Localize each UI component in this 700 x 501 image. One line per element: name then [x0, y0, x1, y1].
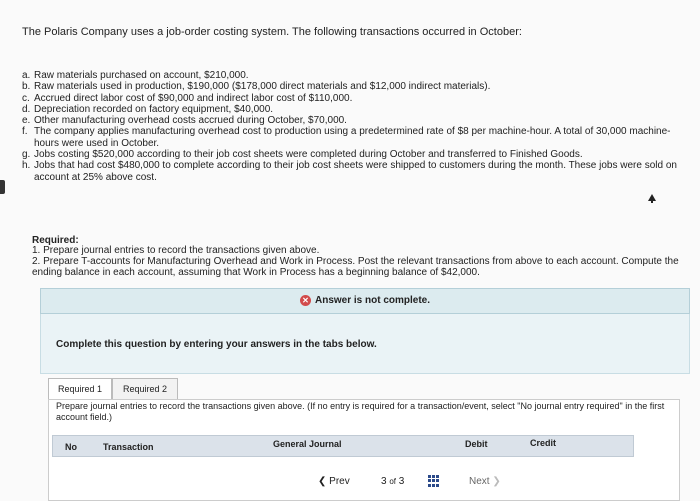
list-item [22, 126, 682, 149]
item-text: Raw materials purchased on account, $210,000. [34, 70, 249, 81]
item-marker: c. [22, 92, 30, 104]
next-button[interactable] [469, 476, 501, 487]
list-item [22, 115, 682, 126]
page-indicator [381, 476, 404, 487]
intro-text: The Polaris Company uses a job-order costing system. The following transactions occurred in October: [22, 26, 522, 38]
answer-status-text: Answer is not complete. [314, 295, 431, 306]
answer-status [41, 289, 689, 313]
col-no: No [65, 442, 77, 452]
scroll-edge-marker [0, 180, 5, 194]
list-item [22, 160, 682, 183]
list-item [22, 104, 682, 115]
page-total: 3 [398, 476, 405, 487]
item-marker: e. [22, 115, 31, 127]
page-of: of [389, 477, 397, 486]
list-item [22, 70, 682, 81]
list-item [22, 149, 682, 160]
page-current: 3 [381, 476, 387, 487]
item-marker: h. [22, 160, 31, 172]
chevron-left-icon: ❮ [318, 476, 330, 487]
journal-table-header [52, 435, 634, 457]
item-marker: f. [22, 126, 28, 138]
required-item-2: 2. Prepare T-accounts for Manufacturing Overhead and Work in Process. Post the relevant transactions from above to each account. Compute the ending balance in each account, assuming that Work in Process has a beginning balance of $42,000. [32, 256, 679, 278]
tab-required-2[interactable]: Required 2 [112, 378, 178, 400]
grid-icon[interactable] [428, 475, 440, 487]
item-text: Jobs that had cost $480,000 to complete according to their job cost sheets were shipped to customers during the month. These jobs were sold on account at 25% above cost. [34, 160, 677, 183]
prev-button[interactable] [318, 476, 350, 487]
pagination [0, 470, 700, 494]
x-circle-icon: ✕ [300, 295, 311, 306]
col-transaction: Transaction [103, 442, 154, 452]
item-text: Other manufacturing overhead costs accrued during October, $70,000. [34, 115, 347, 127]
item-text: Accrued direct labor cost of $90,000 and indirect labor cost of $110,000. [34, 92, 353, 104]
item-marker: b. [22, 81, 31, 93]
item-marker: g. [22, 149, 31, 161]
journal-instruction: Prepare journal entries to record the transactions given above. (If no entry is required for a transaction/event, select "No journal entry required" in the first account field.) [56, 401, 665, 422]
required-heading: Required: [32, 235, 79, 246]
mouse-cursor-stem [651, 200, 653, 203]
list-item [22, 81, 682, 92]
item-text: Raw materials used in production, $190,000 ($178,000 direct materials and $12,000 indirect materials). [34, 81, 491, 93]
item-text: Depreciation recorded on factory equipment, $40,000. [34, 103, 274, 115]
item-text: Jobs costing $520,000 according to their job cost sheets were completed during October and transferred to Finished Goods. [34, 149, 583, 161]
col-credit: Credit [530, 438, 557, 448]
prev-label: Prev [329, 476, 350, 487]
transaction-list [22, 70, 682, 183]
list-item [22, 93, 682, 104]
item-marker: d. [22, 103, 31, 115]
item-text: The company applies manufacturing overhead cost to production using a predetermined rate of $8 per machine-hour. A total of 30,000 machine-hours were used in October. [34, 126, 671, 149]
required-item-1: 1. Prepare journal entries to record the transactions given above. [32, 245, 320, 256]
tab-required-1[interactable]: Required 1 [48, 378, 112, 400]
next-label: Next [469, 476, 490, 487]
chevron-right-icon: ❯ [489, 476, 501, 487]
item-marker: a. [22, 70, 31, 81]
complete-instruction: Complete this question by entering your answers in the tabs below. [56, 339, 377, 350]
answer-status-bar [40, 288, 690, 314]
col-general-journal: General Journal [273, 439, 342, 449]
col-debit: Debit [465, 439, 488, 449]
